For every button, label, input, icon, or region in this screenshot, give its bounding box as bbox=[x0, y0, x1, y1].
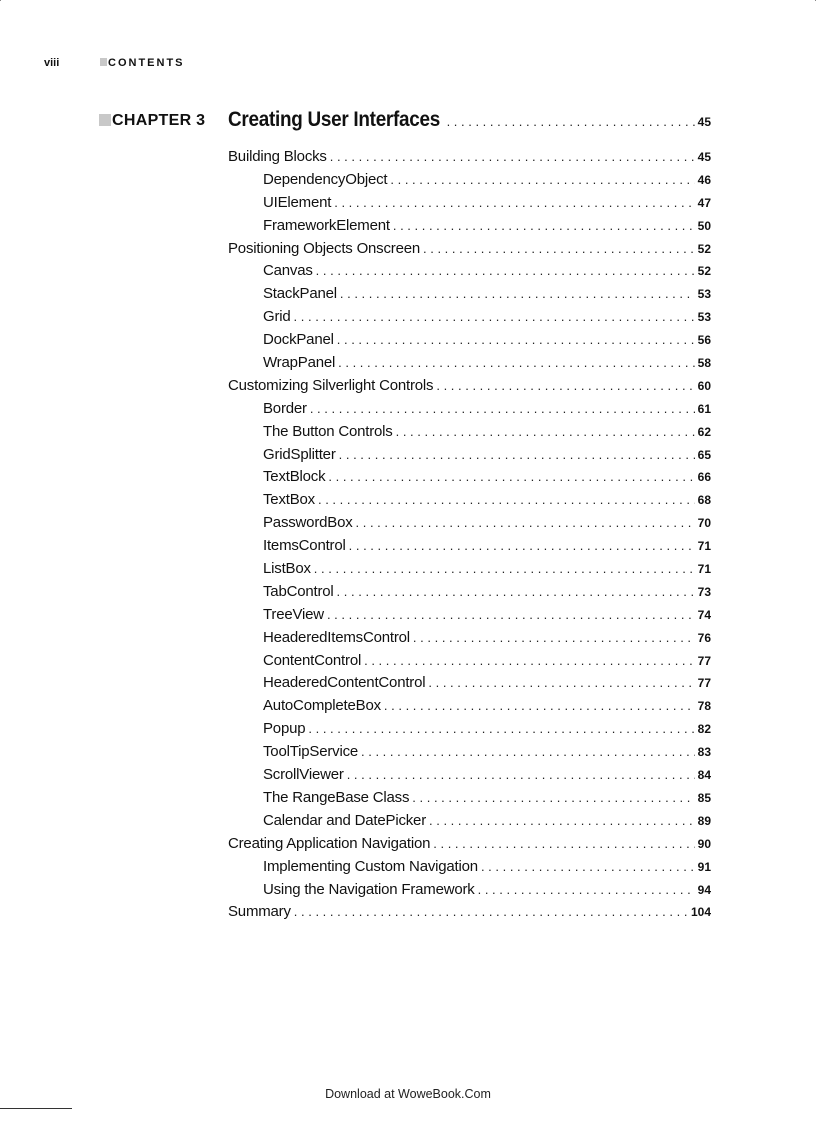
toc-entry-title: ListBox bbox=[263, 560, 311, 578]
toc-entry-page: 78 bbox=[697, 699, 711, 714]
toc-entry bbox=[228, 468, 711, 491]
toc-entry-title: Using the Navigation Framework bbox=[263, 880, 475, 898]
leader-dots bbox=[330, 149, 695, 164]
toc-entry-title: TextBlock bbox=[263, 468, 326, 486]
leader-dots bbox=[347, 767, 695, 782]
toc-entry-page: 77 bbox=[697, 676, 711, 691]
toc-entry bbox=[228, 743, 711, 766]
leader-dots bbox=[384, 698, 695, 713]
toc-entry-title: DockPanel bbox=[263, 331, 334, 349]
toc-entry-page: 46 bbox=[697, 172, 711, 187]
toc-entry bbox=[228, 652, 711, 675]
toc-entry-title: UIElement bbox=[263, 193, 332, 211]
toc-entry-title: The RangeBase Class bbox=[263, 788, 410, 806]
toc-entry bbox=[228, 446, 711, 469]
toc-entry-page: 84 bbox=[697, 768, 711, 783]
footer bbox=[0, 1087, 816, 1101]
leader-dots bbox=[481, 859, 695, 874]
toc-entry-page: 94 bbox=[697, 882, 711, 897]
toc-entry bbox=[228, 720, 711, 743]
footer-text: Download at WoweBook.Com bbox=[325, 1087, 491, 1101]
chapter-page-number: 45 bbox=[697, 115, 711, 129]
toc-entry-title: Summary bbox=[228, 903, 291, 921]
toc-entry-page: 68 bbox=[697, 493, 711, 508]
toc-entry bbox=[228, 583, 711, 606]
toc-entry-page: 53 bbox=[697, 310, 711, 325]
leader-dots bbox=[316, 263, 695, 278]
toc-entry-title: Grid bbox=[263, 308, 291, 326]
toc-entry bbox=[228, 514, 711, 537]
leader-dots bbox=[413, 630, 695, 645]
toc-entry bbox=[228, 308, 711, 331]
leader-dots bbox=[294, 904, 688, 919]
page-folio: viii bbox=[44, 57, 60, 69]
leader-dots bbox=[334, 195, 694, 210]
leader-dots bbox=[318, 492, 695, 507]
leader-dots bbox=[433, 836, 694, 851]
toc-entry-page: 60 bbox=[697, 378, 711, 393]
toc-entry-page: 74 bbox=[697, 607, 711, 622]
toc-entry-page: 61 bbox=[697, 401, 711, 416]
toc-entry bbox=[228, 629, 711, 652]
leader-dots bbox=[327, 607, 695, 622]
leader-dots bbox=[337, 332, 695, 347]
toc-entry bbox=[228, 377, 711, 400]
toc-entry bbox=[228, 148, 711, 171]
leader-dots bbox=[314, 561, 695, 576]
running-head bbox=[0, 57, 816, 73]
toc-entry-title: Calendar and DatePicker bbox=[263, 811, 426, 829]
toc-entry-page: 71 bbox=[697, 562, 711, 577]
leader-dots bbox=[337, 584, 695, 599]
toc-entry-page: 45 bbox=[697, 150, 711, 164]
chapter-title: Creating User Interfaces bbox=[228, 108, 441, 131]
toc-entry-page: 71 bbox=[697, 539, 711, 554]
toc-entry bbox=[228, 400, 711, 423]
toc-entry-page: 77 bbox=[697, 653, 711, 668]
toc-entry-title: ToolTipService bbox=[263, 743, 359, 761]
toc-entry bbox=[228, 491, 711, 514]
leader-dots bbox=[478, 882, 695, 897]
toc-entry-page: 76 bbox=[697, 630, 711, 645]
toc-entry-title: StackPanel bbox=[263, 285, 337, 303]
toc-entry-title: Border bbox=[263, 399, 307, 417]
toc-entry bbox=[228, 812, 711, 835]
toc-entry bbox=[228, 262, 711, 285]
toc-entry bbox=[228, 858, 711, 881]
toc-entry-title: Popup bbox=[263, 720, 306, 738]
toc-entry-title: FrameworkElement bbox=[263, 216, 390, 234]
toc-entry-page: 104 bbox=[690, 905, 711, 920]
leader-dots bbox=[310, 401, 695, 416]
leader-dots bbox=[349, 538, 695, 553]
leader-dots bbox=[364, 653, 695, 668]
toc-entry-title: TreeView bbox=[263, 605, 324, 623]
toc-entry bbox=[228, 171, 711, 194]
toc-entry-title: GridSplitter bbox=[263, 445, 336, 463]
toc-entry-page: 52 bbox=[697, 241, 711, 256]
toc-entry-page: 70 bbox=[697, 516, 711, 531]
toc-entry-page: 82 bbox=[697, 722, 711, 737]
toc-entry-page: 90 bbox=[697, 836, 711, 851]
chapter-heading bbox=[0, 108, 816, 136]
leader-dots bbox=[340, 286, 695, 301]
gray-square-icon bbox=[100, 58, 107, 66]
leader-dots bbox=[429, 813, 695, 828]
toc-entry-title: Creating Application Navigation bbox=[228, 834, 431, 852]
toc-entry bbox=[228, 331, 711, 354]
toc-entry bbox=[228, 606, 711, 629]
gray-square-icon bbox=[99, 114, 111, 126]
section-title: CONTENTS bbox=[108, 57, 185, 69]
toc-entry-page: 89 bbox=[697, 813, 711, 828]
leader-dots bbox=[308, 721, 694, 736]
toc-entry-title: Customizing Silverlight Controls bbox=[228, 376, 434, 394]
chapter-title-line bbox=[228, 108, 711, 132]
crop-rule bbox=[0, 1108, 72, 1109]
section-header bbox=[100, 57, 185, 69]
toc-entry-title: DependencyObject bbox=[263, 170, 388, 188]
leader-dots bbox=[338, 355, 695, 370]
toc-entry-title: AutoCompleteBox bbox=[263, 697, 381, 715]
toc-entry bbox=[228, 560, 711, 583]
toc-entry-page: 85 bbox=[697, 790, 711, 805]
toc-entry-title: Implementing Custom Navigation bbox=[263, 857, 478, 875]
leader-dots bbox=[390, 172, 694, 187]
leader-dots bbox=[428, 675, 694, 690]
toc-entry bbox=[228, 697, 711, 720]
leader-dots bbox=[436, 378, 694, 393]
toc-entry-title: PasswordBox bbox=[263, 514, 353, 532]
toc-entry-title: ScrollViewer bbox=[263, 766, 344, 784]
toc-entry-page: 56 bbox=[697, 333, 711, 348]
toc-entry-title: Positioning Objects Onscreen bbox=[228, 239, 421, 257]
toc-entry bbox=[228, 835, 711, 858]
toc-entry bbox=[228, 537, 711, 560]
toc-entry-page: 91 bbox=[697, 859, 711, 874]
toc-entry bbox=[228, 766, 711, 789]
leader-dots bbox=[356, 515, 695, 530]
leader-dots bbox=[423, 241, 695, 256]
toc-entry-list bbox=[228, 148, 711, 926]
leader-dots bbox=[361, 744, 695, 759]
crop-mark bbox=[0, 0, 1, 1]
toc-entry bbox=[228, 194, 711, 217]
leader-dots bbox=[339, 447, 695, 462]
toc-entry bbox=[228, 674, 711, 697]
toc-entry-title: TextBox bbox=[263, 491, 315, 509]
toc-entry-title: ItemsControl bbox=[263, 537, 346, 555]
toc-entry bbox=[228, 881, 711, 904]
toc-entry bbox=[228, 240, 711, 263]
toc-entry-page: 65 bbox=[697, 447, 711, 462]
chapter-label: CHAPTER 3 bbox=[112, 112, 206, 129]
toc-entry bbox=[228, 423, 711, 446]
toc-entry-page: 58 bbox=[697, 356, 711, 371]
toc-entry-title: HeaderedItemsControl bbox=[263, 628, 410, 646]
toc-entry-page: 52 bbox=[697, 264, 711, 279]
toc-entry-title: Building Blocks bbox=[228, 148, 327, 165]
leader-dots bbox=[412, 790, 694, 805]
toc-entry-title: ContentControl bbox=[263, 651, 362, 669]
leader-dots bbox=[294, 309, 695, 324]
toc-entry bbox=[228, 285, 711, 308]
toc-entry bbox=[228, 354, 711, 377]
toc-entry bbox=[228, 217, 711, 240]
toc-entry-page: 73 bbox=[697, 584, 711, 599]
toc-entry-page: 53 bbox=[697, 287, 711, 302]
toc-entry bbox=[228, 903, 711, 926]
toc-entry-page: 62 bbox=[697, 424, 711, 439]
toc-entry bbox=[228, 789, 711, 812]
toc-entry-title: The Button Controls bbox=[263, 422, 393, 440]
toc-entry-title: HeaderedContentControl bbox=[263, 674, 426, 692]
toc-entry-page: 83 bbox=[697, 745, 711, 760]
leader-dots bbox=[447, 114, 695, 129]
leader-dots bbox=[328, 469, 694, 484]
toc-entry-title: WrapPanel bbox=[263, 354, 336, 372]
leader-dots bbox=[393, 218, 695, 233]
toc-entry-title: Canvas bbox=[263, 262, 313, 280]
toc-entry-title: TabControl bbox=[263, 582, 334, 600]
toc-entry-page: 50 bbox=[697, 218, 711, 233]
chapter-label-wrap bbox=[99, 112, 205, 130]
toc-entry-page: 66 bbox=[697, 470, 711, 485]
leader-dots bbox=[396, 424, 695, 439]
toc-entry-page: 47 bbox=[697, 195, 711, 210]
